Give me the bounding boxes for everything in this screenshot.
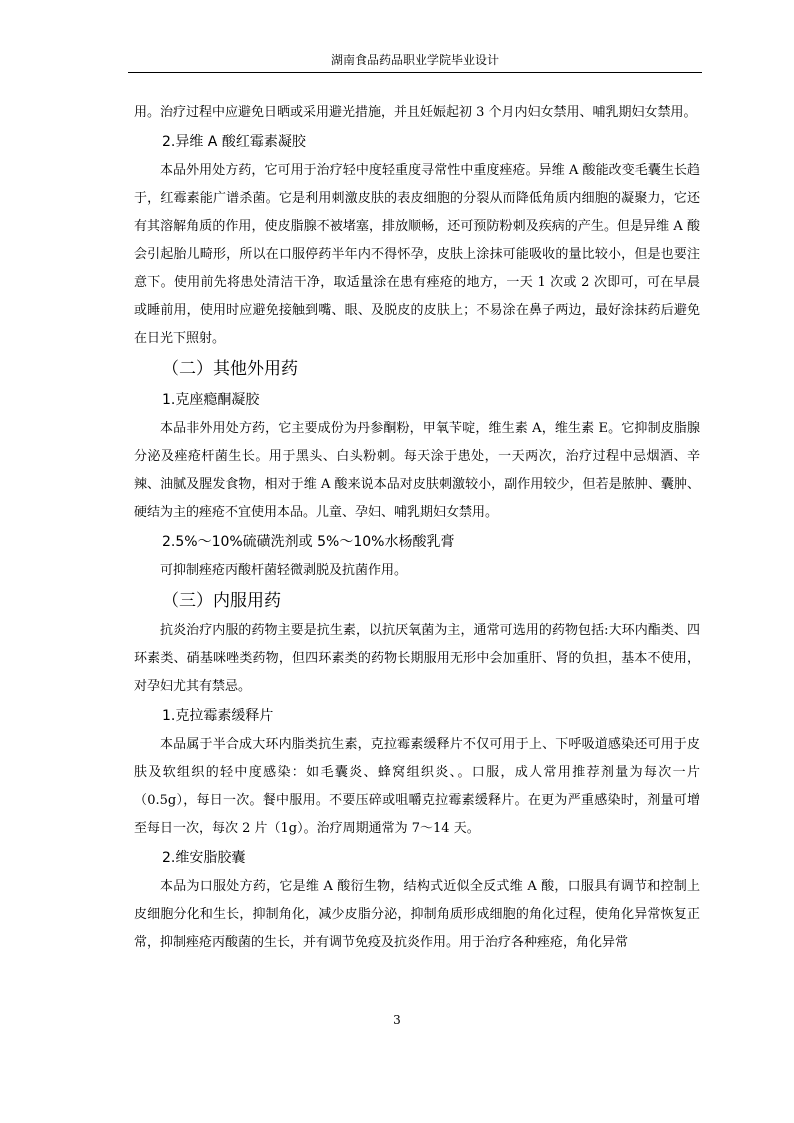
page-header: 湖南食品药品职业学院毕业设计 [330, 53, 499, 67]
section-heading-acitretin: 2.维安脂胶囊 [162, 850, 246, 866]
page-number: 3 [393, 1013, 401, 1027]
paragraph: 可抑制痤疮丙酸杆菌轻微剥脱及抗菌作用。 [160, 563, 408, 578]
section-heading-isotretinoin-erythromycin-gel: 2.异维 A 酸红霉素凝胶 [162, 134, 306, 150]
section-heading-kezuo-gel: 1.克座瘾酮凝胶 [162, 392, 260, 408]
header-divider [128, 72, 702, 73]
paragraph: 用。治疗过程中应避免日晒或采用避光措施，并且妊娠起初 3 个月内妇女禁用、哺乳期妇女禁用。 [134, 105, 697, 120]
paragraph: 本品非外用处方药，它主要成份为丹参酮粉，甲氧苄啶，维生素 A，维生素 E。它抑制皮脂腺分泌及痤疮杆菌生长。用于黑头、白头粉刺。每天涂于患处，一天两次，治疗过程中忌烟酒、辛辣、油腻及腥发食物，相对于维 A 酸来说本品对皮肤刺激较小，副作用较少，但若是脓肿、囊肿、硬结为主的痤疮不宜使用本品。儿童、孕妇、哺乳期妇女禁用。 [134, 421, 700, 520]
paragraph: 本品外用处方药，它可用于治疗轻中度轻重度寻常性中重度痤疮。异维 A 酸能改变毛囊生长趋于，红霉素能广谱杀菌。它是利用刺激皮肤的表皮细胞的分裂从而降低角质内细胞的凝聚力，它还有其溶解角质的作用，使皮脂腺不被堵塞，排放顺畅，还可预防粉刺及疾病的产生。但是异维 A 酸会引起胎儿畸形，所以在口服停药半年内不得怀孕，皮肤上涂抹可能吸收的量比较小，但是也要注意下。使用前先将患处清洁干净，取适量涂在患有痤疮的地方，一天 1 次或 2 次即可，可在早晨或睡前用，使用时应避免接触到嘴、眼、及脱皮的皮肤上；不易涂在鼻子两边，最好涂抹药后避免在日光下照射。 [134, 163, 700, 346]
document-body [134, 99, 700, 957]
section-heading-oral-medication: （三）内服用药 [162, 591, 281, 611]
section-heading-other-topical: （二）其他外用药 [162, 359, 298, 379]
section-heading-clarithromycin: 1.克拉霉素缓释片 [162, 708, 274, 724]
paragraph: 本品属于半合成大环内脂类抗生素，克拉霉素缓释片不仅可用于上、下呼吸道感染还可用于皮肤及软组织的轻中度感染：如毛囊炎、蜂窝组织炎、。口服，成人常用推荐剂量为每次一片（0.5g），每日一次。餐中服用。不要压碎或咀嚼克拉霉素缓释片。在更为严重感染时，剂量可增至每日一次，每次 2 片（1g）。治疗周期通常为 7～14 天。 [134, 737, 700, 836]
paragraph: 抗炎治疗内服的药物主要是抗生素，以抗厌氧菌为主，通常可选用的药物包括:大环内酯类、四环素类、硝基咪唑类药物，但四环素类的药物长期服用无形中会加重肝、肾的负担，基本不使用，对孕妇尤其有禁忌。 [134, 623, 700, 694]
section-heading-sulfur-lotion: 2.5%～10%硫磺洗剂或 5%～10%水杨酸乳膏 [162, 534, 455, 550]
paragraph: 本品为口服处方药，它是维 A 酸衍生物，结构式近似全反式维 A 酸，口服具有调节和控制上皮细胞分化和生长，抑制角化，减少皮脂分泌，抑制角质形成细胞的角化过程，使角化异常恢复正常，抑制痤疮丙酸菌的生长，并有调节免疫及抗炎作用。用于治疗各种痤疮，角化异常 [134, 879, 700, 950]
